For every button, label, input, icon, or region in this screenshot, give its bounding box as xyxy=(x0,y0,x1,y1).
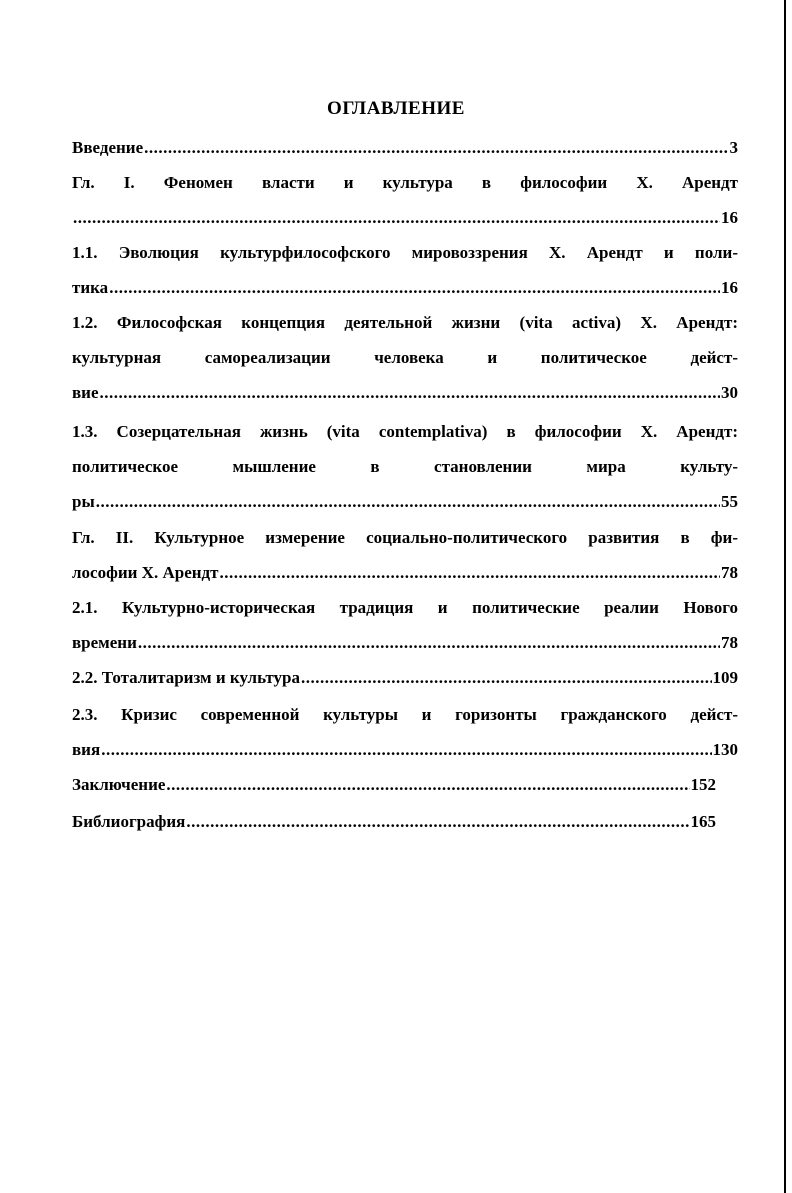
entry-label: времени xyxy=(72,633,137,652)
toc-entry-section-2-2[interactable] xyxy=(72,665,738,691)
dot-leader xyxy=(301,665,711,691)
dot-leader xyxy=(186,809,689,835)
toc-entry-section-1-2-end xyxy=(72,380,738,406)
toc-entry-section-2-3[interactable]: 2.3. Кризис современной культуры и горизонты гражданского дейст- xyxy=(72,705,738,724)
entry-label: Введение xyxy=(72,138,144,157)
entry-page: 78 xyxy=(721,563,738,582)
entry-label: вия xyxy=(72,740,101,759)
toc-entry-section-2-1[interactable]: 2.1. Культурно-историческая традиция и политические реалии Нового xyxy=(72,598,738,617)
dot-leader xyxy=(138,630,720,656)
entry-page: 55 xyxy=(721,492,738,511)
entry-page: 152 xyxy=(690,775,716,794)
entry-label: 2.2. Тоталитаризм и культура xyxy=(72,668,301,687)
toc-entry-section-2-1-cont xyxy=(72,630,738,656)
toc-entry-section-1-3-cont: политическое мышление в становлении мира культу- xyxy=(72,457,738,476)
entry-page: 16 xyxy=(721,208,738,227)
toc-entry-chapter-2-cont xyxy=(72,560,738,586)
toc-entry-bibliography[interactable] xyxy=(72,809,716,835)
dot-leader xyxy=(219,560,720,586)
entry-label: лософии Х. Арендт xyxy=(72,563,219,582)
toc-entry-chapter-1-leader xyxy=(72,205,738,231)
toc-entry-chapter-2[interactable]: Гл. II. Культурное измерение социально-политического развития в фи- xyxy=(72,528,738,547)
toc-entry-section-1-1[interactable]: 1.1. Эволюция культурфилософского мировоззрения Х. Арендт и поли- xyxy=(72,243,738,262)
dot-leader xyxy=(144,135,728,161)
dot-leader xyxy=(101,737,711,763)
toc-entry-conclusion[interactable] xyxy=(72,772,716,798)
toc-entry-section-1-2[interactable]: 1.2. Философская концепция деятельной жизни (vita activa) Х. Арендт: xyxy=(72,313,738,332)
entry-page: 165 xyxy=(690,812,716,831)
toc-entry-section-1-3[interactable]: 1.3. Созерцательная жизнь (vita contemplativa) в философии Х. Арендт: xyxy=(72,422,738,441)
dot-leader xyxy=(73,205,720,231)
page-edge xyxy=(784,0,786,1193)
entry-page: 109 xyxy=(712,668,738,687)
toc-entry-introduction[interactable] xyxy=(72,135,738,161)
entry-page: 78 xyxy=(721,633,738,652)
entry-page: 130 xyxy=(712,740,738,759)
dot-leader xyxy=(100,380,720,406)
page-title: ОГЛАВЛЕНИЕ xyxy=(327,98,465,119)
entry-label: Библиография xyxy=(72,812,186,831)
entry-label: Заключение xyxy=(72,775,166,794)
toc-entry-section-1-3-end xyxy=(72,489,738,515)
dot-leader xyxy=(109,275,720,301)
entry-label: тика xyxy=(72,278,109,297)
dot-leader xyxy=(166,772,689,798)
entry-label: ры xyxy=(72,492,95,511)
toc-entry-section-1-1-cont xyxy=(72,275,738,301)
entry-label: вие xyxy=(72,383,99,402)
entry-page: 3 xyxy=(729,138,738,157)
toc-entry-section-2-3-cont xyxy=(72,737,738,763)
toc-entry-section-1-2-cont: культурная самореализации человека и политическое дейст- xyxy=(72,348,738,367)
entry-page: 30 xyxy=(721,383,738,402)
dot-leader xyxy=(96,489,720,515)
toc-entry-chapter-1[interactable]: Гл. I. Феномен власти и культура в философии Х. Арендт xyxy=(72,173,738,192)
entry-page: 16 xyxy=(721,278,738,297)
